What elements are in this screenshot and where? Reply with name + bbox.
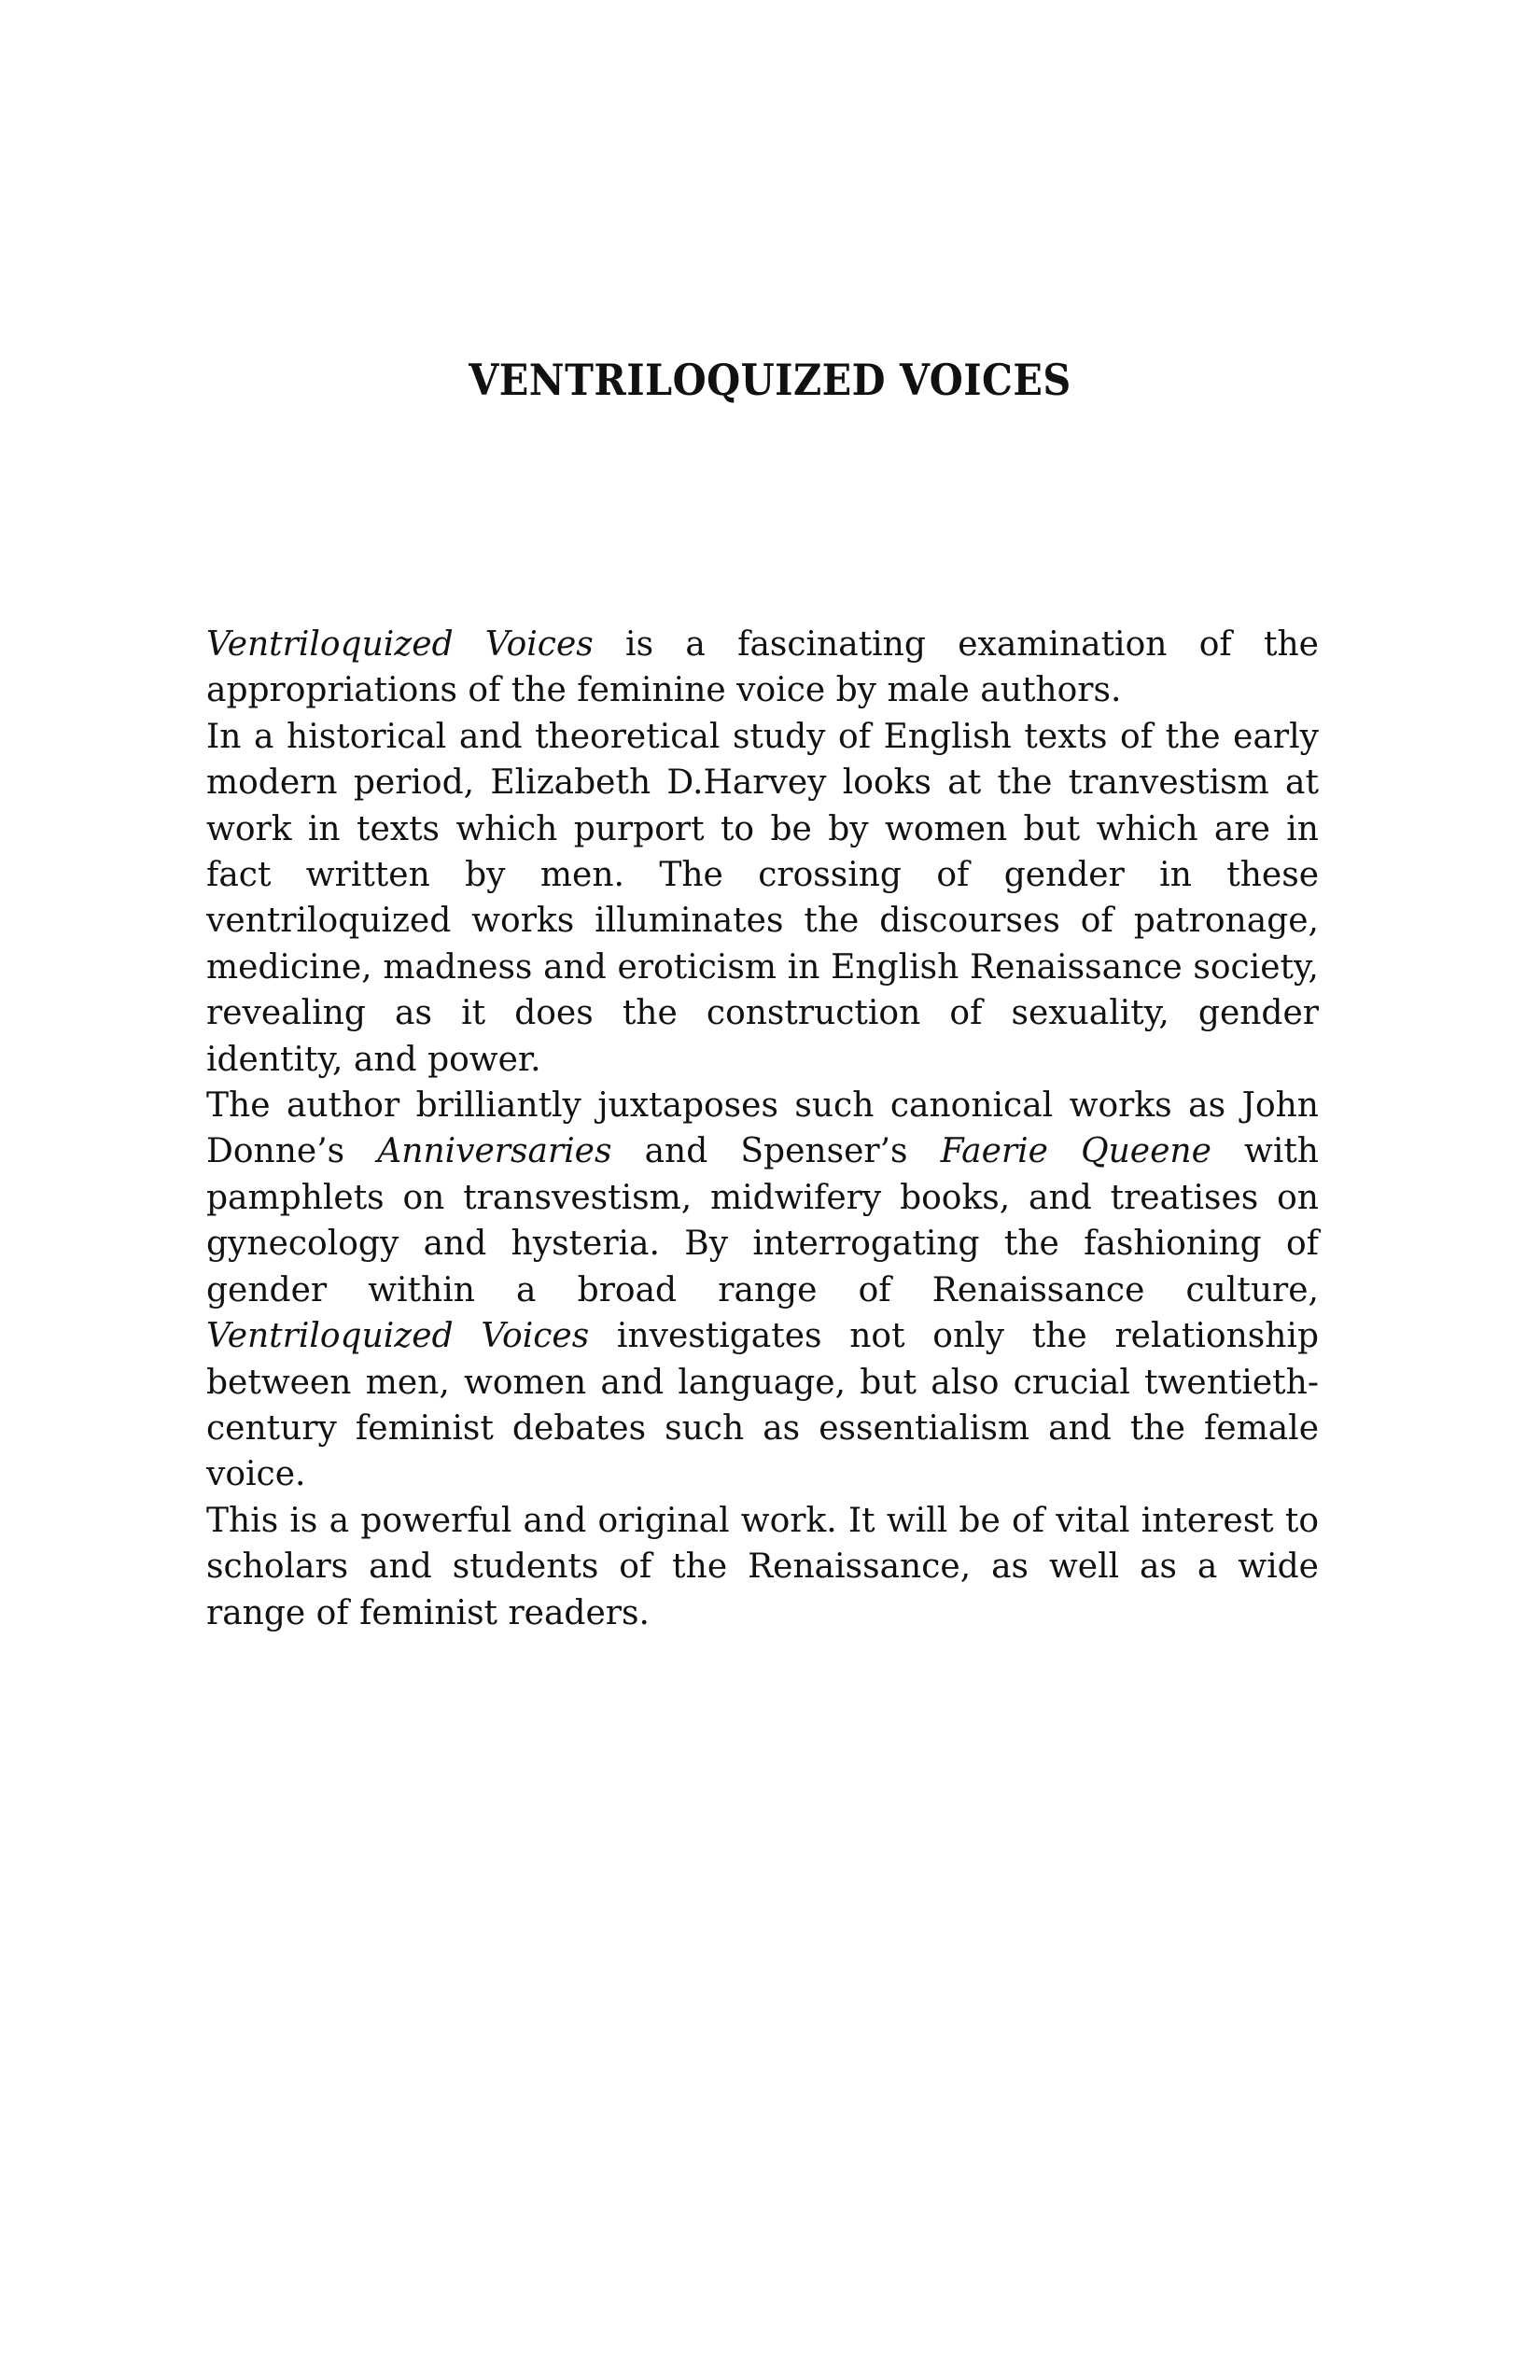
paragraph-3-segment-4: investigates not only the relationship between men, women and language, but also crucial twentieth-century feminist debates such as essentialism and the female voice. <box>206 1317 1319 1494</box>
paragraph-3-segment-3: with pamphlets on transvestism, midwifery books, and treatises on gynecology and hysteria. By interrogating the fashioning of gender within a broad range of Renaissance culture, <box>206 1132 1319 1309</box>
book-title-italic-2: Ventriloquized Voices <box>206 1317 590 1356</box>
paragraph-2: In a historical and theoretical study of English texts of the early modern period, Elizabeth D.Harvey looks at the tranvestism at work in texts which purport to be by women but which are in fact written by men. The crossing of gender in these ventriloquized works illuminates the discourses of patronage, medicine, madness and eroticism in English Renaissance society, revealing as it does the construction of sexuality, gender identity, and power. <box>206 717 1319 1079</box>
book-title-italic: Ventriloquized Voices <box>206 625 594 664</box>
paragraph-3-segment-2: and Spenser’s <box>611 1132 941 1171</box>
book-description <box>206 622 1319 1636</box>
paragraph-3-segment-1: The author brilliantly juxtaposes such canonical works as John Donne’s <box>206 1086 1319 1171</box>
paragraph-3 <box>206 1083 1319 1498</box>
paragraph-1-text: is a fascinating examination of the appropriations of the feminine voice by male authors. <box>206 625 1319 710</box>
faerie-queene-title-italic: Faerie Queene <box>940 1132 1211 1171</box>
paragraph-1 <box>206 622 1319 714</box>
paragraph-4: This is a powerful and original work. It will be of vital interest to scholars and students of the Renaissance, as well as a wide range of feminist readers. <box>206 1501 1319 1632</box>
anniversaries-title-italic: Anniversaries <box>377 1132 612 1171</box>
page-title: VENTRILOQUIZED VOICES <box>469 355 1071 405</box>
